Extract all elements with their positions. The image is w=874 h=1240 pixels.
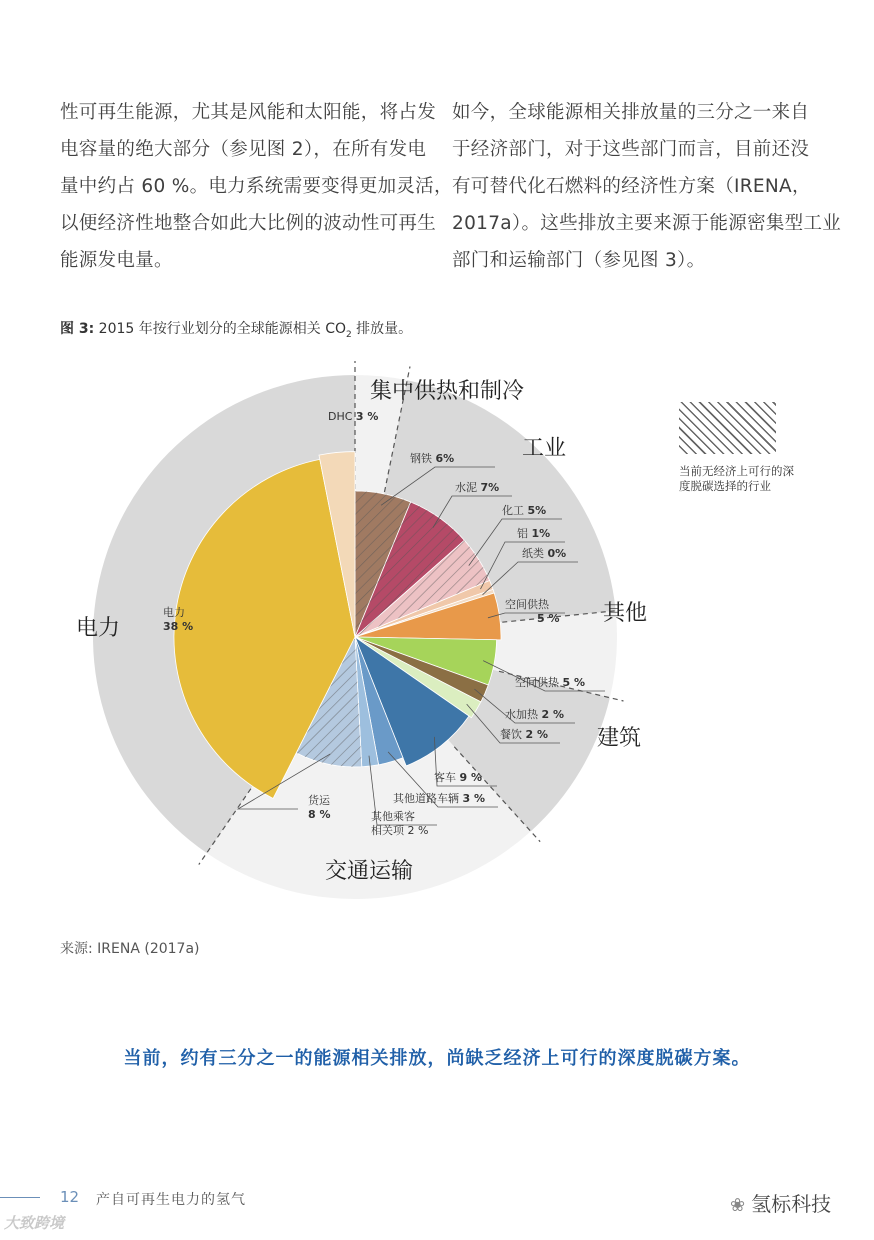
slice-label: 其他乘客 xyxy=(371,810,415,823)
slice-label-value: 3 % xyxy=(355,410,379,423)
legend-label: 当前无经济上可行的深度脱碳选择的行业 xyxy=(679,464,794,493)
watermark-left: 大致跨境 xyxy=(4,1214,65,1232)
body-paragraph-right xyxy=(452,94,842,279)
text-line: 有可替代化石燃料的经济性方案（IRENA， xyxy=(452,176,811,197)
slice-label xyxy=(522,546,566,560)
slice-label xyxy=(455,480,499,494)
group-label: 集中供热和制冷 xyxy=(370,379,525,404)
slice-label xyxy=(502,503,546,517)
slice-label-value: 7% xyxy=(480,481,500,494)
slice-label-name: 钢铁 xyxy=(410,452,436,465)
slice-label-name: 纸类 xyxy=(522,547,548,560)
slice-value: 8 % xyxy=(308,808,331,821)
slice-label: 货运 xyxy=(308,794,330,807)
text-line: 如今，全球能源相关排放量的三分之一来自 xyxy=(452,102,810,123)
slice-label-name: DHC xyxy=(328,410,356,423)
wechat-icon: ❀ xyxy=(730,1195,746,1216)
text-line: 量中约占 60 %。电力系统需要变得更加灵活， xyxy=(60,176,453,197)
caption-text: 2015 年按行业划分的全球能源相关 CO xyxy=(98,321,346,337)
slice-label-name: 其他道路车辆 xyxy=(393,792,463,805)
slice-label-value: 3 % xyxy=(462,792,486,805)
text-line: 2017a）。这些排放主要来源于能源密集型工业 xyxy=(452,213,842,234)
source-note: 来源: IRENA (2017a) xyxy=(60,941,200,957)
slice-label: 电力 xyxy=(163,606,185,619)
legend-hatch-swatch xyxy=(679,402,776,454)
slice-label: 空间供热 xyxy=(505,598,549,611)
slice-label-value: 9 % xyxy=(459,771,483,784)
watermark-right xyxy=(730,1188,831,1217)
group-label: 工业 xyxy=(522,436,567,461)
text-line: 部门和运输部门（参见图 3）。 xyxy=(452,250,706,271)
slice-label-name: 铝 xyxy=(517,527,532,540)
group-label: 交通运输 xyxy=(325,859,414,884)
slice-label-name: 空间供热 xyxy=(515,676,563,689)
slice-label xyxy=(505,707,564,721)
slice-value: 38 % xyxy=(163,620,194,633)
slice-label xyxy=(434,770,482,784)
slice-label-value: 2 % xyxy=(525,728,549,741)
caption-end: 排放量。 xyxy=(351,321,413,337)
caption-subscript: 2 xyxy=(346,329,352,340)
slice-label xyxy=(517,527,550,540)
slice-label-value: 5% xyxy=(527,504,547,517)
text-line: 能源发电量。 xyxy=(60,250,173,271)
slice-label xyxy=(515,675,585,689)
slice-value: 相关项 2 % xyxy=(371,824,429,837)
group-label: 其他 xyxy=(603,601,648,626)
slice-label-name: 客车 xyxy=(434,771,460,784)
slice-label-name: 水加热 xyxy=(505,708,542,721)
text-line: 于经济部门，对于这些部门而言，目前还没 xyxy=(452,139,810,160)
group-label: 电力 xyxy=(76,616,121,641)
watermark-right-text: 氢标科技 xyxy=(751,1192,832,1216)
slice-label xyxy=(410,451,454,465)
slice-label-value: 0% xyxy=(547,547,567,560)
figure-caption xyxy=(60,318,412,340)
slice-value: 5 % xyxy=(537,612,560,625)
slice-label-value: 2 % xyxy=(541,708,565,721)
slice-label-value: 1% xyxy=(531,527,551,540)
footer-rule xyxy=(0,1197,40,1198)
figure-label: 图 3: xyxy=(60,321,95,337)
text-line: 电容量的绝大部分（参见图 2），在所有发电 xyxy=(60,139,427,160)
page-number: 12 xyxy=(60,1188,80,1206)
group-label: 建筑 xyxy=(597,726,642,751)
slice-label-name: 化工 xyxy=(502,504,528,517)
slice-label-value: 6% xyxy=(435,452,455,465)
slice-label-name: 餐饮 xyxy=(500,728,526,741)
body-paragraph-left xyxy=(60,94,453,279)
slice-label xyxy=(328,410,378,423)
slice-label xyxy=(393,791,485,805)
key-message: 当前，约有三分之一的能源相关排放，尚缺乏经济上可行的深度脱碳方案。 xyxy=(123,1048,751,1069)
slice-label-name: 水泥 xyxy=(455,481,481,494)
slice-label xyxy=(500,727,548,741)
slice-label-value: 5 % xyxy=(562,676,586,689)
text-line: 性可再生能源，尤其是风能和太阳能，将占发 xyxy=(60,102,437,123)
text-line: 以便经济性地整合如此大比例的波动性可再生 xyxy=(60,213,437,234)
footer-title: 产自可再生电力的氢气 xyxy=(96,1192,246,1208)
